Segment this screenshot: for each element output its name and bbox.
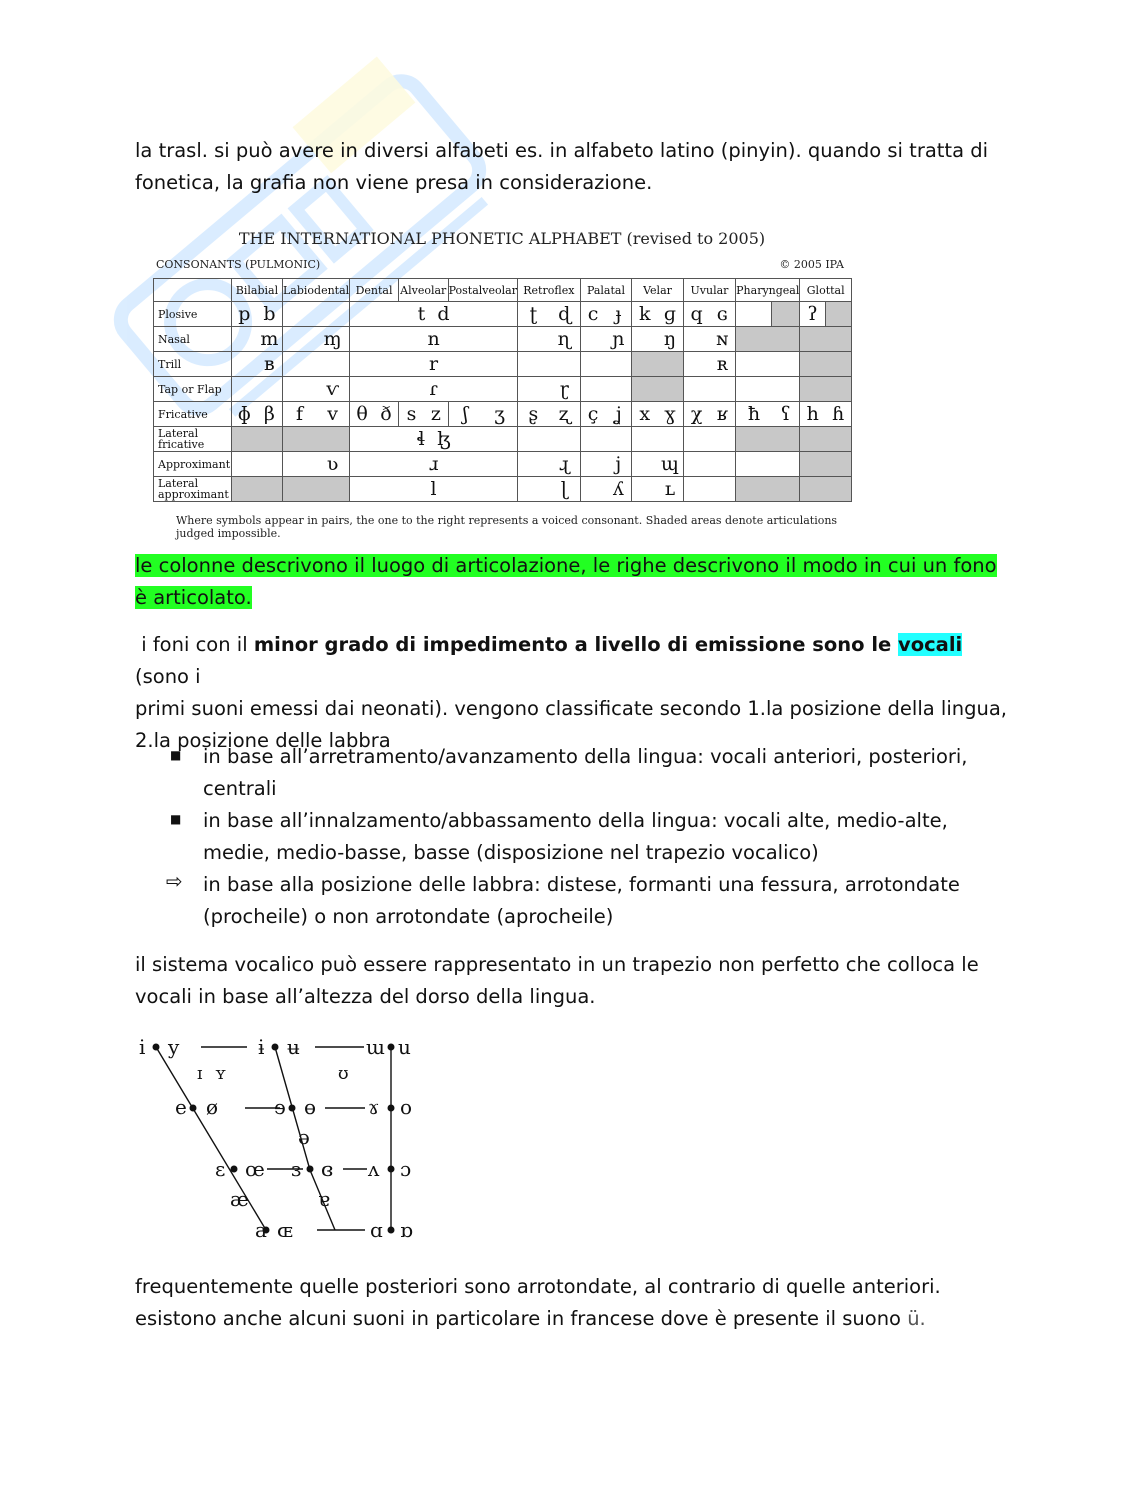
vowel-symbol: ʌ — [368, 1157, 380, 1181]
ipa-symbol: ħ — [736, 402, 772, 427]
bullet-square-icon: ■ — [170, 748, 182, 762]
col-pharyngeal: Pharyngeal — [736, 279, 800, 302]
ipa-symbol: ɢ — [709, 302, 735, 327]
text-span: esistono anche alcuni suoni in particolare in francese dove è presente il suono — [135, 1307, 908, 1330]
vowel-symbol: ɵ — [304, 1095, 317, 1119]
ipa-symbol: ɬ — [416, 428, 426, 450]
ipa-symbol: ɸ — [231, 402, 256, 427]
ipa-consonant-chart — [152, 225, 852, 540]
sound-example: ü. — [907, 1307, 926, 1330]
ipa-title: THE INTERNATIONAL PHONETIC ALPHABET (revised to 2005) — [238, 229, 766, 248]
ipa-symbol: k — [632, 302, 657, 327]
ipa-symbol: χ — [683, 402, 709, 427]
ipa-symbol: ʙ — [257, 352, 283, 377]
ipa-footnote: Where symbols appear in pairs, the one to the right represents a voiced consonant. Shaded areas denote articulations judged impossible. — [176, 514, 838, 540]
row-label-line: fricative — [158, 438, 205, 451]
ipa-symbol: ɖ — [549, 302, 580, 327]
ipa-symbol: d — [437, 303, 450, 325]
vowel-symbol: ɛ — [215, 1157, 226, 1181]
text-line — [135, 550, 1015, 582]
row-label: Fricative — [154, 402, 232, 427]
row-label: Trill — [154, 352, 232, 377]
ipa-symbol: ʋ — [316, 452, 350, 477]
arrow-right-icon: ⇨ — [166, 869, 183, 893]
vowel-dot — [153, 1044, 160, 1051]
vowel-symbol: ɜ — [291, 1157, 302, 1181]
text-line: fonetica, la grafia non viene presa in considerazione. — [135, 171, 653, 194]
text-line — [135, 582, 1015, 614]
ipa-symbol: ʃ — [448, 402, 482, 427]
ipa-symbol: ɻ — [549, 452, 580, 477]
row-label — [154, 427, 232, 452]
ipa-symbol: ɣ — [657, 402, 683, 427]
vowel-symbol: ɑ — [370, 1218, 383, 1242]
paragraph-columns-rows — [135, 550, 1015, 614]
vowel-symbol: ɶ — [277, 1218, 293, 1242]
ipa-symbol: l — [350, 477, 518, 502]
col-velar: Velar — [632, 279, 684, 302]
ipa-symbol: ð — [374, 402, 398, 427]
ipa-symbol: p — [231, 302, 256, 327]
ipa-symbol: b — [257, 302, 283, 327]
vowel-symbol: e — [175, 1095, 187, 1119]
vowel-symbol: ɤ — [368, 1095, 380, 1119]
row-label: Approximant — [154, 452, 232, 477]
vowel-dot — [231, 1166, 238, 1173]
ipa-symbol: ʟ — [657, 477, 683, 502]
vowel-symbol: ø — [206, 1095, 219, 1119]
highlighted-text: è articolato. — [135, 586, 252, 609]
ipa-symbol: ɹ — [350, 452, 518, 477]
row-label: Nasal — [154, 327, 232, 352]
vowel-dot — [272, 1044, 279, 1051]
highlighted-text: le colonne descrivono il luogo di articolazione, le righe descrivono il modo in cui un fono — [135, 554, 997, 577]
vowel-dot — [388, 1166, 395, 1173]
ipa-symbol: z — [424, 402, 448, 427]
row-label-line: Lateral — [158, 477, 199, 490]
vowel-symbol: œ — [245, 1157, 265, 1181]
list-item — [203, 741, 1003, 805]
ipa-symbol: ɰ — [657, 452, 683, 477]
text-line: la trasl. si può avere in diversi alfabeti es. in alfabeto latino (pinyin). quando si tratta di — [135, 139, 989, 162]
ipa-symbol: ʒ — [482, 402, 517, 427]
text-span: (sono i — [135, 665, 201, 688]
ipa-symbol: ɮ — [437, 428, 451, 450]
ipa-symbol: ʕ — [772, 402, 800, 427]
ipa-symbol: x — [632, 402, 657, 427]
ipa-symbol: ɲ — [605, 327, 631, 352]
col-alveolar: Alveolar — [398, 279, 448, 302]
vowel-symbol: ɯ — [366, 1035, 385, 1059]
row-approximant — [154, 452, 852, 477]
vowel-symbol: ʊ — [338, 1064, 349, 1084]
ipa-symbol: h — [800, 402, 825, 427]
bold-text: minor grado di impedimento a livello di emissione sono le — [253, 633, 899, 656]
ipa-symbol: c — [580, 302, 605, 327]
ipa-symbol: ɦ — [825, 402, 851, 427]
highlighted-bold-text: vocali — [898, 633, 963, 656]
ipa-table — [153, 278, 852, 502]
vowel-dot — [388, 1227, 395, 1234]
text-line: vocali in base all’altezza del dorso della lingua. — [135, 985, 596, 1008]
ipa-symbol: ʂ — [517, 402, 548, 427]
ipa-symbol: r — [350, 352, 518, 377]
ipa-symbol: ŋ — [657, 327, 683, 352]
vowel-symbol: ɐ — [318, 1187, 330, 1211]
row-label: Tap or Flap — [154, 377, 232, 402]
vowel-symbol: ɪ — [197, 1064, 203, 1084]
ipa-symbol: ʈ — [517, 302, 548, 327]
ipa-symbol: ɳ — [549, 327, 580, 352]
row-plosive — [154, 302, 852, 327]
row-label-line: Lateral — [158, 427, 199, 440]
ipa-symbol: t — [417, 303, 426, 325]
vowel-symbol: u — [398, 1035, 411, 1059]
text-line: 2.la posizione delle labbra — [135, 729, 391, 752]
col-uvular: Uvular — [683, 279, 735, 302]
vowel-dot — [289, 1105, 296, 1112]
vowel-dot — [307, 1166, 314, 1173]
ipa-symbol: ɱ — [316, 327, 350, 352]
paragraph-vowels-intro — [135, 629, 1015, 757]
ipa-symbol-pair — [350, 302, 518, 327]
row-fricative — [154, 402, 852, 427]
ipa-symbol: v — [316, 402, 350, 427]
text-line: frequentemente quelle posteriori sono arrotondate, al contrario di quelle anteriori. — [135, 1275, 941, 1298]
ipa-symbol: θ — [350, 402, 374, 427]
vowel-symbol: æ — [230, 1187, 249, 1211]
ipa-symbol: ⱱ — [316, 377, 350, 402]
ipa-symbol: ɟ — [605, 302, 631, 327]
col-postalveolar: Postalveolar — [448, 279, 517, 302]
vowel-symbol: ə — [298, 1125, 310, 1149]
row-nasal — [154, 327, 852, 352]
ipa-symbol: ʐ — [549, 402, 580, 427]
ipa-symbol: ʝ — [605, 402, 631, 427]
text-line: medie, medio-basse, basse (disposizione nel trapezio vocalico) — [203, 841, 819, 864]
ipa-symbol: ʎ — [605, 477, 631, 502]
vowel-symbol: ʏ — [215, 1064, 227, 1084]
vowel-symbol: ɘ — [274, 1095, 286, 1119]
row-label — [154, 477, 232, 502]
paragraph-vowel-system — [135, 949, 1015, 1013]
vowel-symbol: ɔ — [400, 1157, 412, 1181]
ipa-symbol: ç — [580, 402, 605, 427]
vowel-dot — [388, 1105, 395, 1112]
ipa-corner — [154, 279, 232, 302]
text-line: il sistema vocalico può essere rappresentato in un trapezio non perfetto che colloca le — [135, 953, 979, 976]
ipa-symbol: ʔ — [800, 302, 825, 327]
col-palatal: Palatal — [580, 279, 632, 302]
ipa-symbol: f — [282, 402, 316, 427]
vowel-symbol: y — [168, 1035, 180, 1059]
paragraph-transliteration — [135, 135, 1015, 199]
paragraph-posterior-vowels — [135, 1271, 1015, 1335]
ipa-copyright: © 2005 IPA — [779, 258, 844, 271]
row-lateral-fricative — [154, 427, 852, 452]
vowel-symbol: i — [139, 1035, 146, 1059]
vowel-symbol: ʉ — [287, 1035, 300, 1059]
ipa-symbol: j — [605, 452, 631, 477]
list-item — [203, 869, 1003, 933]
bullet-square-icon: ■ — [170, 812, 182, 826]
row-tap — [154, 377, 852, 402]
ipa-symbol: ɴ — [709, 327, 735, 352]
ipa-symbol: n — [350, 327, 518, 352]
row-label: Plosive — [154, 302, 232, 327]
trapezoid-lines — [156, 1047, 391, 1230]
text-line: in base all’arretramento/avanzamento della lingua: vocali anteriori, posteriori, — [203, 745, 968, 768]
ipa-symbol: ʁ — [709, 402, 735, 427]
ipa-symbol: m — [257, 327, 283, 352]
list-item — [203, 805, 1003, 869]
ipa-subtitle: CONSONANTS (PULMONIC) — [156, 258, 321, 271]
vowel-dot — [388, 1044, 395, 1051]
text-line: centrali — [203, 777, 277, 800]
ipa-header-row — [154, 279, 852, 302]
col-retroflex: Retroflex — [517, 279, 580, 302]
col-labiodental: Labiodental — [282, 279, 349, 302]
vowel-symbol: ɒ — [400, 1218, 413, 1242]
ipa-symbol: ɽ — [549, 377, 580, 402]
text-line — [135, 1303, 1015, 1335]
ipa-symbol: s — [398, 402, 424, 427]
row-lateral-approximant — [154, 477, 852, 502]
vowel-symbol: ɨ — [258, 1035, 265, 1059]
vowel-symbol: o — [400, 1095, 413, 1119]
ipa-symbol: q — [683, 302, 709, 327]
text-span: i foni con il — [135, 633, 254, 656]
text-line: in base all’innalzamento/abbassamento della lingua: vocali alte, medio-alte, — [203, 809, 948, 832]
ipa-symbol: ɭ — [549, 477, 580, 502]
vowel-dots — [153, 1044, 395, 1234]
col-glottal: Glottal — [800, 279, 852, 302]
text-line: primi suoni emessi dai neonati). vengono classificate secondo 1.la posizione della lingua, — [135, 697, 1007, 720]
ipa-symbol: ʀ — [709, 352, 735, 377]
ipa-symbol: ɡ — [657, 302, 683, 327]
ipa-symbol-pair — [350, 427, 518, 452]
text-line: in base alla posizione delle labbra: distese, formanti una fessura, arrotondate — [203, 873, 960, 896]
ipa-symbol: β — [257, 402, 283, 427]
vowel-symbol: a — [255, 1218, 267, 1242]
text-line: (procheile) o non arrotondate (aprocheile) — [203, 905, 614, 928]
text-line — [135, 629, 1015, 693]
vowel-trapezoid-chart — [135, 1030, 435, 1250]
vowel-dot — [190, 1105, 197, 1112]
row-label-line: approximant — [158, 488, 229, 501]
vowel-symbol: ɞ — [321, 1157, 334, 1181]
col-bilabial: Bilabial — [231, 279, 282, 302]
col-dental: Dental — [350, 279, 399, 302]
ipa-symbol: ɾ — [350, 377, 518, 402]
row-trill — [154, 352, 852, 377]
